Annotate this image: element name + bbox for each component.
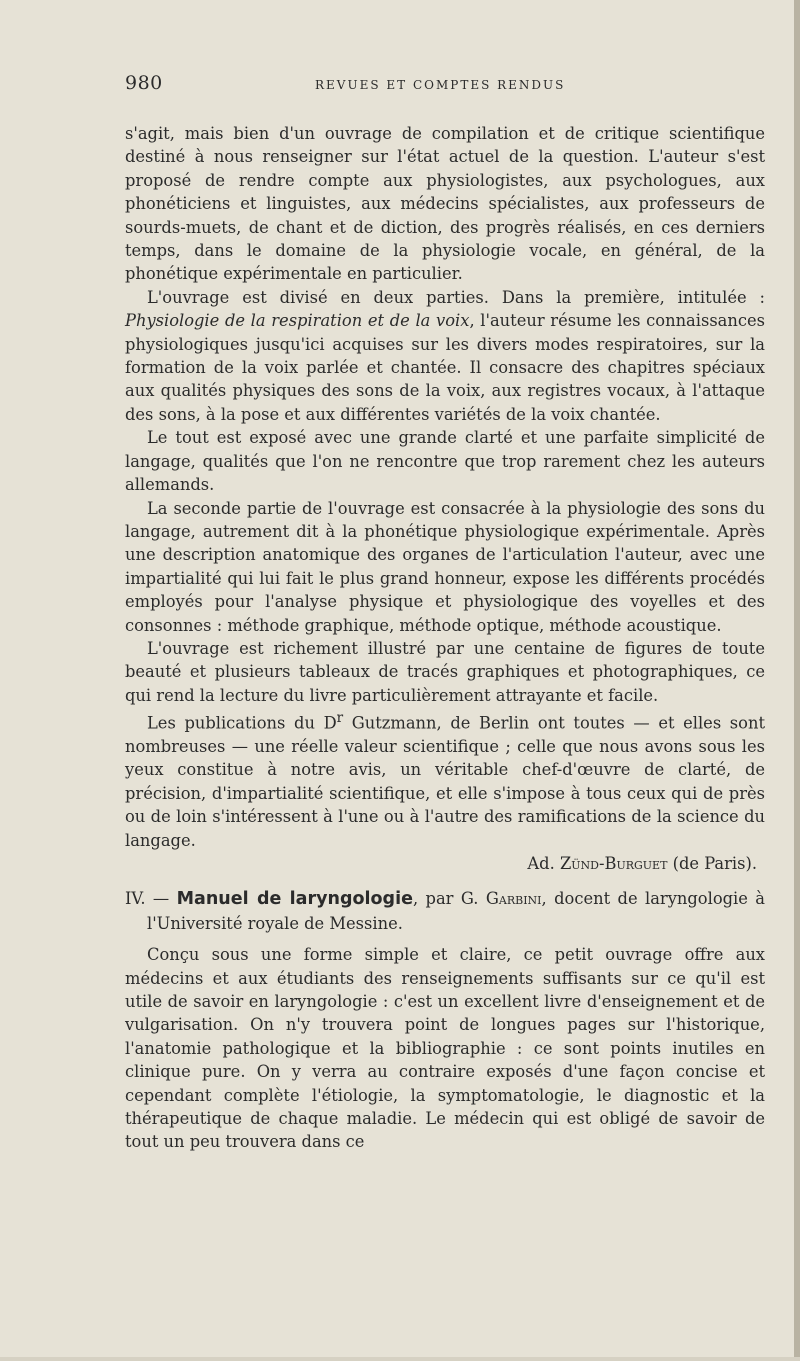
text-run: , par G.	[412, 889, 486, 909]
body-text	[125, 122, 765, 1154]
paragraph: s'agit, mais bien d'un ouvrage de compilation et de critique scientifique destiné à nous renseigner sur l'état actuel de la question. L'auteur s'est proposé de rendre compte aux physiologistes, aux psychologues, aux phonéticiens et linguistes, aux médecins spécialistes, aux professeurs de sourds-muets, de chant et de diction, des progrès réalisés, en ces derniers temps, dans le domaine de la physiologie vocale, en général, de la phonétique expérimentale en particulier.	[125, 124, 765, 284]
review-number: IV. —	[125, 889, 177, 909]
superscript: r	[336, 710, 344, 727]
review-author: Garbini	[485, 889, 542, 909]
signature	[125, 852, 765, 875]
running-head: REVUES ET COMPTES RENDUS	[315, 78, 566, 92]
page-edge-bottom	[0, 1357, 800, 1361]
paragraph	[125, 707, 765, 852]
signature-prefix: Ad.	[527, 854, 560, 874]
spacer	[125, 875, 765, 887]
signature-name: Zünd-Burguet	[559, 854, 668, 874]
paragraph: L'ouvrage est richement illustré par une centaine de figures de toute beauté et plusieurs tableaux de tracés graphiques et photographiques, ce qui rend la lecture du livre particulièrement attrayante et facile.	[125, 638, 765, 705]
review-affiliation: , docent de laryngologie à l'Université royale de Messine.	[147, 889, 766, 933]
page-number: 980	[125, 72, 163, 94]
spacer	[125, 935, 765, 943]
review-heading	[125, 887, 765, 935]
paragraph: Le tout est exposé avec une grande clarté et une parfaite simplicité de langage, qualités que l'on ne rencontre que trop rarement chez les auteurs allemands.	[125, 428, 765, 495]
book-title: Physiologie de la respiration et de la voix	[125, 311, 470, 331]
text-run: Gutzmann, de Berlin ont toutes — et elles sont nombreuses — une réelle valeur scientifique ; celle que nous avons sous les yeux constitue à notre avis, un véritable chef-d'œuvre de clarté, de précision, d'impartialité scientifique, et elle s'impose à tous ceux qui de près ou de loin s'intéressent à l'une ou à l'autre des ramifications de la science du langage.	[125, 713, 765, 850]
text-run: Les publications du D	[147, 713, 337, 733]
page-header	[125, 72, 765, 102]
review-title: Manuel de laryngologie	[176, 889, 413, 910]
signature-suffix: (de Paris).	[667, 854, 757, 874]
text-run: , l'auteur résume les connaissances physiologiques jusqu'ici acquises sur les divers modes respiratoires, sur la formation de la voix parlée et chantée. Il consacre des chapitres spéciaux aux qualités physiques des sons de la voix, aux registres vocaux, à l'attaque des sons, à la pose et aux différentes variétés de la voix chantée.	[125, 311, 765, 424]
text-run: L'ouvrage est divisé en deux parties. Dans la première, intitulée :	[147, 287, 765, 307]
paragraph	[125, 286, 765, 426]
paragraph: Conçu sous une forme simple et claire, ce petit ouvrage offre aux médecins et aux étudiants des renseignements suffisants sur ce qu'il est utile de savoir en laryngologie : c'est un excellent livre d'enseignement et de vulgarisation. On n'y trouvera point de longues pages sur l'historique, l'anatomie pathologique et la bibliographie : ce sont points inutiles en clinique pure. On y verra au contraire exposés d'une façon concise et cependant complète l'étiologie, la symptomatologie, le diagnostic et la thérapeutique de chaque maladie. Le médecin qui est obligé de savoir de tout un peu trouvera dans ce	[125, 945, 765, 1152]
page-edge	[794, 0, 800, 1361]
paragraph: La seconde partie de l'ouvrage est consacrée à la physiologie des sons du langage, autrement dit à la phonétique physiologique expérimentale. Après une description anatomique des organes de l'articulation l'auteur, avec une impartialité qui lui fait le plus grand honneur, expose les différents procédés employés pour l'analyse physique et physiologique des voyelles et des consonnes : méthode graphique, méthode optique, méthode acoustique.	[125, 498, 765, 635]
